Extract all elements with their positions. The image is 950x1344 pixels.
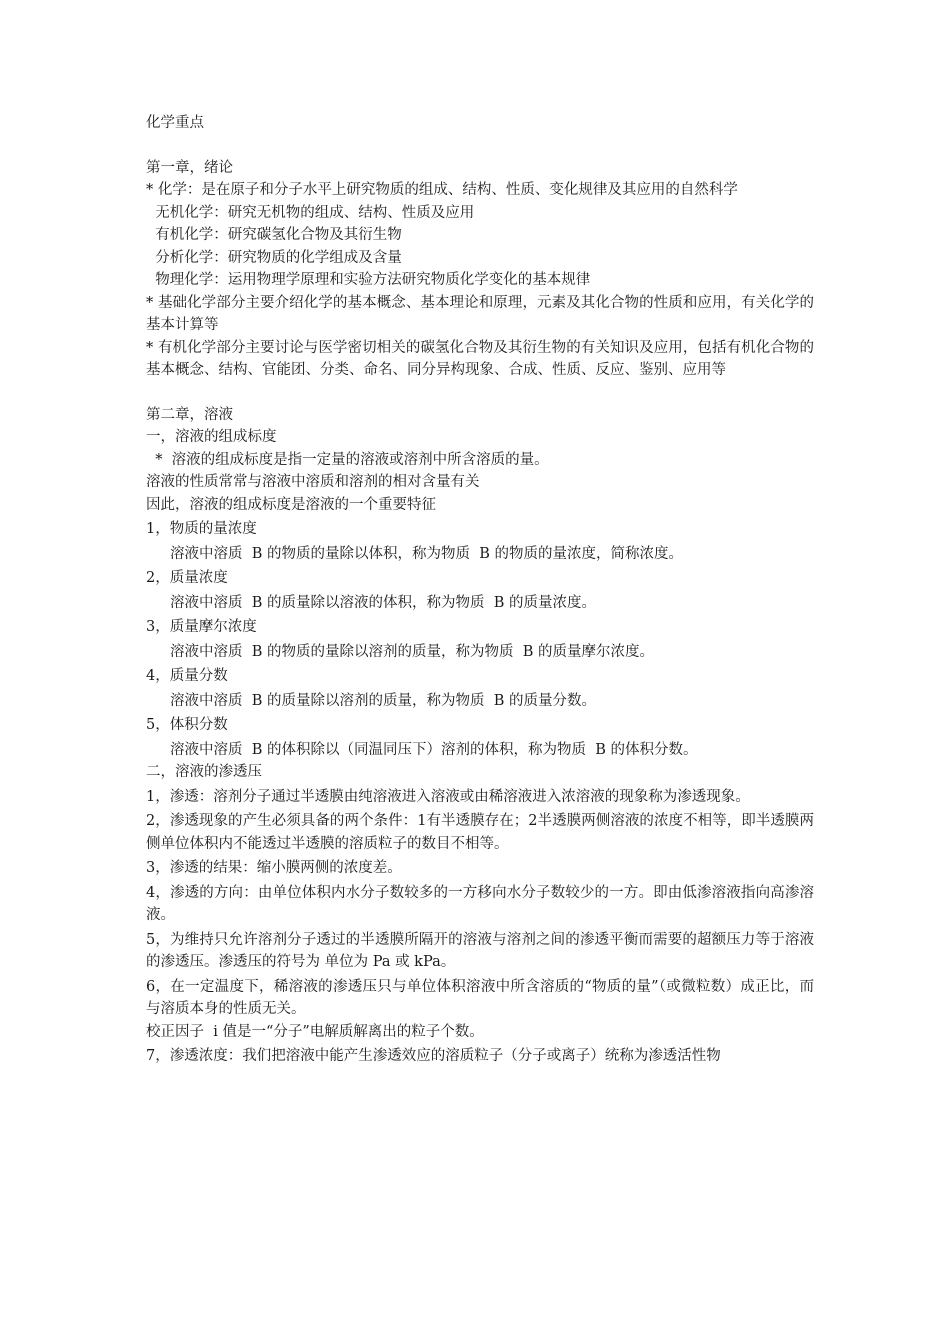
osmosis-item: 校正因子 i 值是一“分子”电解质解离出的粒子个数。	[146, 1023, 484, 1040]
concentration-item-desc: 溶液中溶质 B 的物质的量除以溶剂的质量，称为物质 B 的质量摩尔浓度。	[170, 643, 654, 660]
concentration-item-desc: 溶液中溶质 B 的质量除以溶剂的质量，称为物质 B 的质量分数。	[170, 692, 596, 709]
document-body	[146, 112, 814, 1068]
section-heading: 二，溶液的渗透压	[146, 764, 262, 780]
concentration-item-title: 3，质量摩尔浓度	[146, 619, 257, 635]
concentration-item-title: 5，体积分数	[146, 717, 228, 733]
section1-intro: * 溶液的组成标度是指一定量的溶液或溶剂中所含溶质的量。	[146, 451, 549, 468]
chapter-heading: 第二章，溶液	[146, 406, 233, 423]
chapter1-item: * 有机化学部分主要讨论与医学密切相关的碳氢化合物及其衍生物的有关知识及应用，包括有机化合物的基本概念、结构、官能团、分类、命名、同分异构现象、合成、性质、反应、鉴别、应用等	[146, 339, 814, 378]
chapter1-item: * 化学：是在原子和分子水平上研究物质的组成、结构、性质、变化规律及其应用的自然科学	[146, 182, 738, 198]
section-heading: 一，溶液的组成标度	[146, 429, 277, 445]
spacer	[146, 382, 814, 404]
concentration-item-title: 2，质量浓度	[146, 570, 228, 586]
chapter1-item: 有机化学：研究碳氢化合物及其衍生物	[146, 227, 402, 243]
osmosis-item: 7，渗透浓度：我们把溶液中能产生渗透效应的溶质粒子（分子或离子）统称为渗透活性物	[146, 1048, 721, 1064]
osmosis-item: 2，渗透现象的产生必须具备的两个条件：1有半透膜存在；2半透膜两侧溶液的浓度不相等，即半透膜两侧单位体积内不能透过半透膜的溶质粒子的数目不相等。	[146, 813, 814, 852]
osmosis-item: 5，为维持只允许溶剂分子透过的半透膜所隔开的溶液与溶剂之间的渗透平衡而需要的超额压力等于溶液的渗透压。渗透压的符号为 单位为 Pa 或 kPa。	[146, 931, 814, 970]
osmosis-item: 6，在一定温度下，稀溶液的渗透压只与单位体积溶液中所含溶质的“物质的量”（或微粒数）成正比，而与溶质本身的性质无关。	[146, 978, 814, 1017]
concentration-item-title: 1，物质的量浓度	[146, 521, 257, 537]
section1-intro: 溶液的性质常常与溶液中溶质和溶剂的相对含量有关	[146, 474, 480, 490]
osmosis-item: 1，渗透：溶剂分子通过半透膜由纯溶液进入溶液或由稀溶液进入浓溶液的现象称为渗透现象。	[146, 788, 750, 805]
section1-intro: 因此，溶液的组成标度是溶液的一个重要特征	[146, 496, 436, 513]
document-title: 化学重点	[146, 115, 204, 131]
osmosis-item: 4，渗透的方向：由单位体积内水分子数较多的一方移向水分子数较少的一方。即由低渗溶液指向高渗溶液。	[146, 884, 814, 923]
chapter1-item: 物理化学：运用物理学原理和实验方法研究物质化学变化的基本规律	[146, 272, 591, 288]
spacer	[146, 135, 814, 157]
concentration-item-desc: 溶液中溶质 B 的质量除以溶液的体积，称为物质 B 的质量浓度。	[170, 594, 596, 611]
concentration-item-desc: 溶液中溶质 B 的体积除以（同温同压下）溶剂的体积，称为物质 B 的体积分数。	[170, 741, 698, 758]
osmosis-item: 3，渗透的结果：缩小膜两侧的浓度差。	[146, 860, 402, 876]
chapter1-item: * 基础化学部分主要介绍化学的基本概念、基本理论和原理，元素及其化合物的性质和应用，有关化学的基本计算等	[146, 294, 814, 333]
concentration-item-desc: 溶液中溶质 B 的物质的量除以体积，称为物质 B 的物质的量浓度，简称浓度。	[170, 545, 683, 562]
concentration-item-title: 4，质量分数	[146, 668, 228, 684]
chapter1-item: 分析化学：研究物质的化学组成及含量	[146, 249, 402, 266]
chapter1-item: 无机化学：研究无机物的组成、结构、性质及应用	[146, 204, 475, 221]
chapter-heading: 第一章，绪论	[146, 159, 233, 176]
